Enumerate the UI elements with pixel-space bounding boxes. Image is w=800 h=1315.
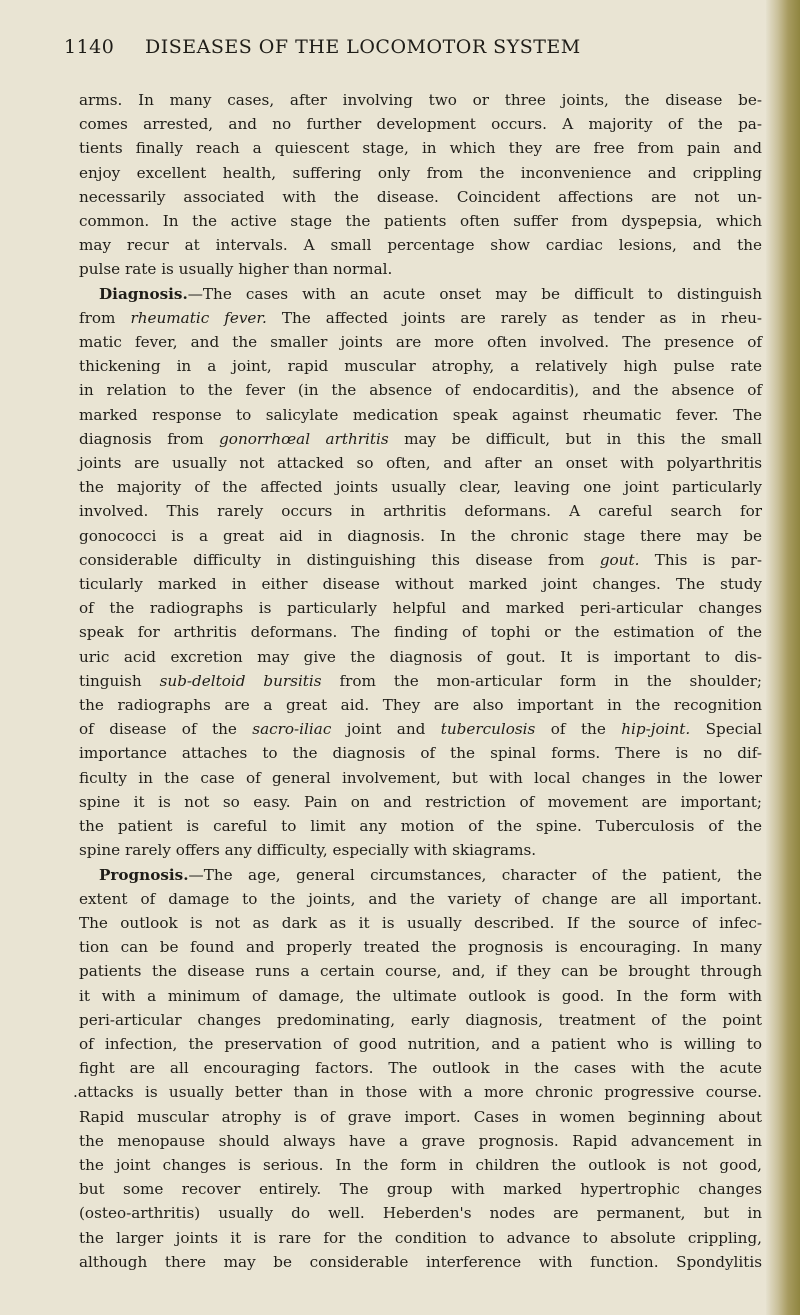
text-line: speak for arthritis deformans. The finding of tophi or the estimation of the — [79, 623, 762, 642]
text-line: (osteo-arthritis) usually do well. Heberden's nodes are permanent, but in — [79, 1204, 762, 1223]
text-line: ficulty in the case of general involvement, but with local changes in the lower — [79, 768, 762, 787]
text-line: pulse rate is usually higher than normal. — [79, 260, 393, 279]
section-heading-prognosis: Prognosis. — [99, 865, 189, 884]
section-heading-diagnosis: Diagnosis. — [99, 284, 188, 303]
page-edge-shadow — [766, 0, 800, 1315]
text-line: diagnosis from gonorrhœal arthritis may be difficult, but in this the small — [79, 429, 762, 448]
text-line: but some recover entirely. The group with marked hypertrophic changes — [79, 1180, 762, 1199]
text-line: involved. This rarely occurs in arthritis deformans. A careful search for — [79, 502, 762, 521]
text-line: it with a minimum of damage, the ultimate outlook is good. In the form with — [79, 986, 762, 1005]
text-line: although there may be considerable interference with function. Spondylitis — [79, 1252, 762, 1271]
text-line: the larger joints it is rare for the condition to advance to absolute crippling, — [79, 1228, 762, 1247]
text-line: Diagnosis.—The cases with an acute onset may be difficult to distinguish — [99, 284, 762, 303]
text-line: comes arrested, and no further development occurs. A majority of the pa- — [79, 115, 762, 134]
text-line: tinguish sub-deltoid bursitis from the mon-articular form in the shoulder; — [79, 671, 762, 690]
text-line: gonococci is a great aid in diagnosis. In the chronic stage there may be — [79, 526, 762, 545]
text-line: .attacks is usually better than in those with a more chronic progressive course. — [73, 1083, 762, 1102]
text-line: arms. In many cases, after involving two or three joints, the disease be- — [79, 91, 762, 109]
text-line: importance attaches to the diagnosis of the spinal forms. There is no dif- — [79, 744, 762, 763]
text-line: in relation to the fever (in the absence of endocarditis), and the absence of — [79, 381, 762, 400]
text-line: the radiographs are a great aid. They are also important in the recognition — [79, 696, 762, 715]
text-line: common. In the active stage the patients often suffer from dyspepsia, which — [79, 212, 762, 231]
text-line: tion can be found and properly treated the prognosis is encouraging. In many — [79, 938, 762, 957]
text-line: Prognosis.—The age, general circumstances, character of the patient, the — [99, 865, 762, 884]
text-line: matic fever, and the smaller joints are more often involved. The presence of — [79, 333, 762, 352]
text-line: uric acid excretion may give the diagnosis of gout. It is important to dis- — [79, 647, 762, 666]
text-line: tients finally reach a quiescent stage, in which they are free from pain and — [79, 139, 762, 158]
text-line: the patient is careful to limit any motion of the spine. Tuberculosis of the — [79, 817, 762, 836]
text-line: enjoy excellent health, suffering only from the inconvenience and crippling — [79, 163, 762, 182]
text-line: considerable difficulty in distinguishing this disease from gout. This is par- — [79, 550, 762, 569]
text-line: Rapid muscular atrophy is of grave import. Cases in women beginning about — [79, 1107, 762, 1126]
text-line: necessarily associated with the disease. Coincident affections are not un- — [79, 187, 762, 206]
running-title: DISEASES OF THE LOCOMOTOR SYSTEM — [145, 36, 581, 58]
text-line: extent of damage to the joints, and the variety of change are all important. — [79, 889, 762, 908]
page-number: 1140 — [64, 36, 115, 58]
text-line: of the radiographs is particularly helpful and marked peri-articular changes — [79, 599, 762, 618]
text-line: fight are all encouraging factors. The outlook in the cases with the acute — [79, 1059, 762, 1078]
text-line: the majority of the affected joints usually clear, leaving one joint particularly — [79, 478, 762, 497]
text-line: spine it is not so easy. Pain on and restriction of movement are important; — [79, 792, 762, 811]
text-line: patients the disease runs a certain course, and, if they can be brought through — [79, 962, 762, 981]
body-text — [73, 88, 762, 1274]
text-line: may recur at intervals. A small percentage show cardiac lesions, and the — [79, 236, 762, 255]
text-line: The outlook is not as dark as it is usually described. If the source of infec- — [79, 913, 762, 932]
text-line: peri-articular changes predominating, early diagnosis, treatment of the point — [79, 1010, 762, 1029]
text-line: from rheumatic fever. The affected joints are rarely as tender as in rheu- — [79, 308, 762, 327]
text-line: of disease of the sacro-iliac joint and tuberculosis of the hip-joint. Special — [79, 720, 762, 739]
text-line: the joint changes is serious. In the form in children the outlook is not good, — [79, 1155, 762, 1174]
text-line: marked response to salicylate medication speak against rheumatic fever. The — [79, 405, 762, 424]
text-line: the menopause should always have a grave prognosis. Rapid advancement in — [79, 1131, 762, 1150]
text-line: thickening in a joint, rapid muscular atrophy, a relatively high pulse rate — [79, 357, 762, 376]
text-line: joints are usually not attacked so often, and after an onset with polyarthritis — [79, 454, 762, 473]
text-line: of infection, the preservation of good nutrition, and a patient who is willing to — [79, 1034, 762, 1053]
text-line: spine rarely offers any difficulty, especially with skiagrams. — [79, 841, 537, 860]
text-line: ticularly marked in either disease without marked joint changes. The study — [79, 575, 762, 594]
